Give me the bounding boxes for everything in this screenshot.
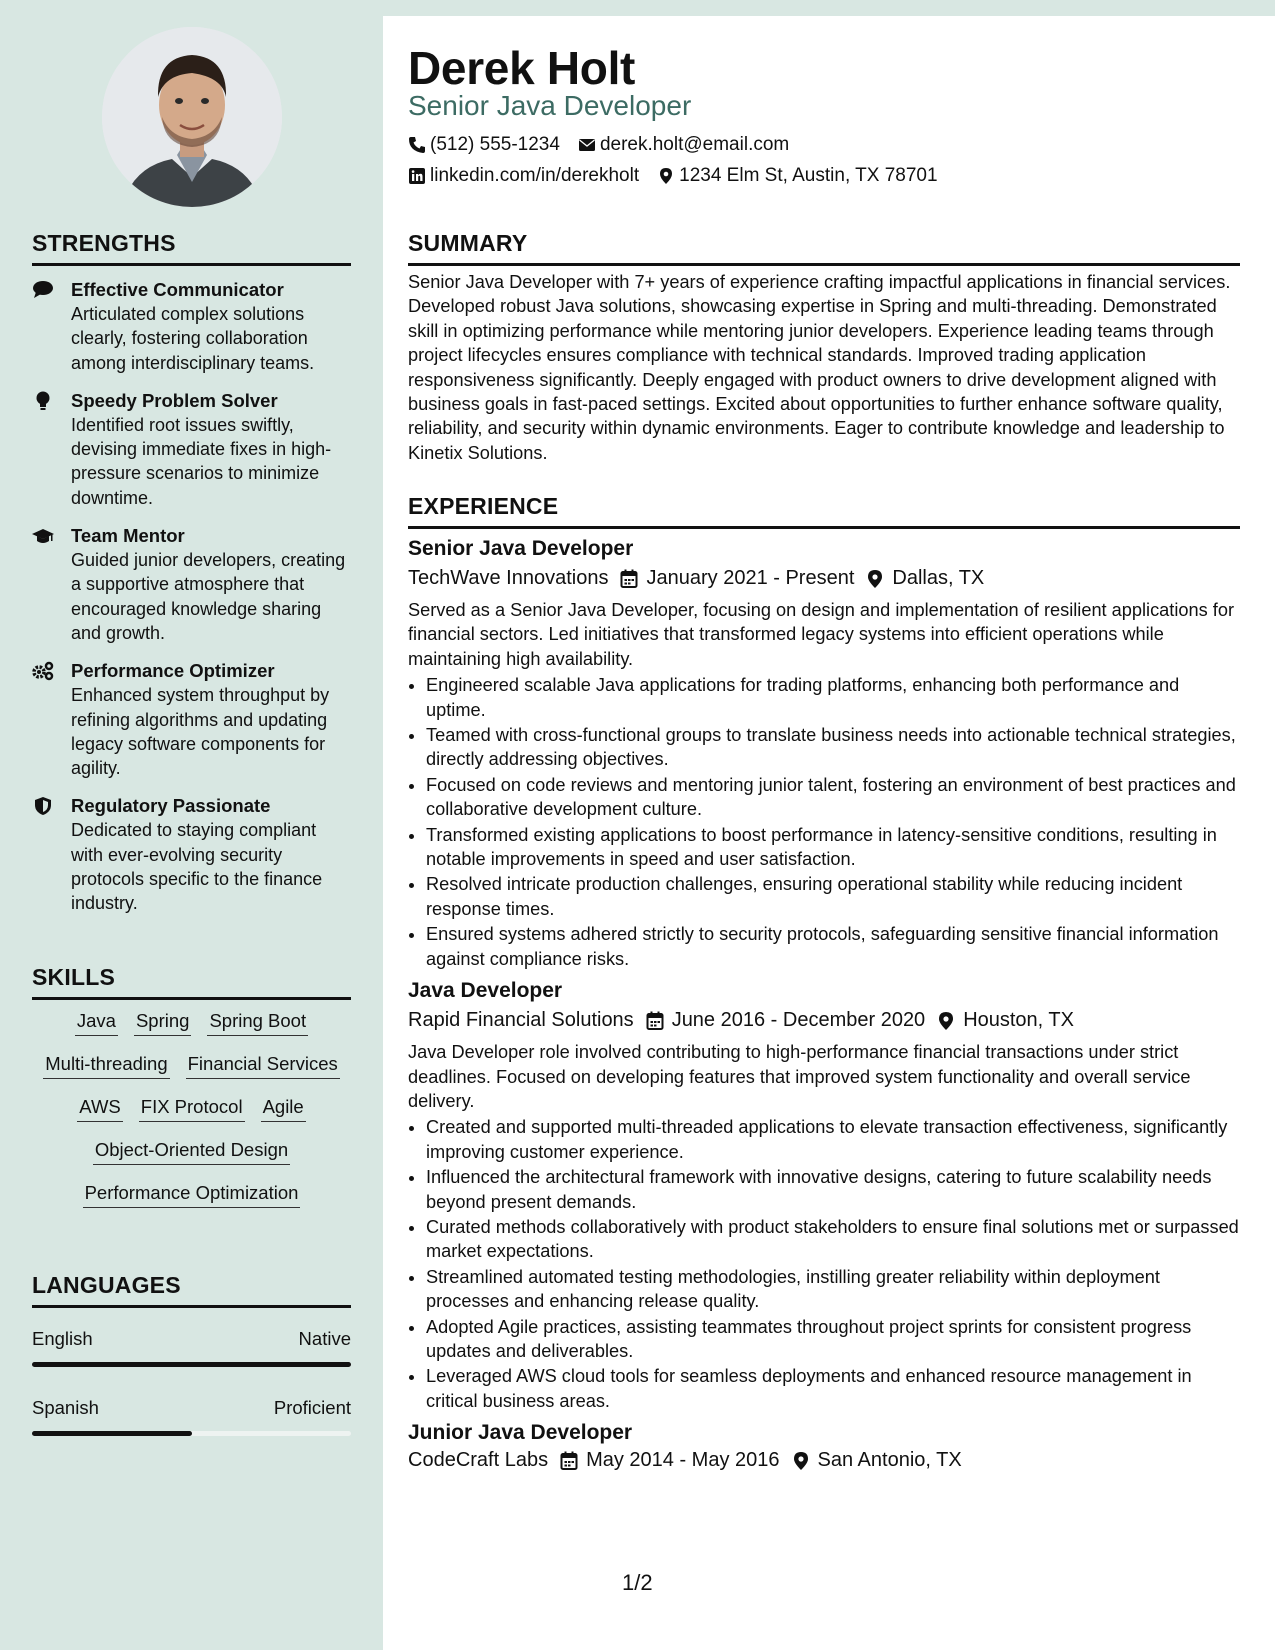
job-meta bbox=[408, 1009, 1240, 1032]
skill-row bbox=[32, 1096, 351, 1122]
job-entry bbox=[408, 979, 1240, 1413]
candidate-name: Derek Holt bbox=[408, 42, 636, 94]
strength-item bbox=[32, 794, 351, 915]
list-item: • Ensured systems adhered strictly to security protocols, safeguarding sensitive financial information against compliance risks. bbox=[426, 922, 1240, 971]
list-item: • Engineered scalable Java applications for trading platforms, enhancing both performance and uptime. bbox=[426, 673, 1240, 722]
strength-item bbox=[32, 389, 351, 510]
skill-tag: Multi-threading bbox=[43, 1053, 169, 1079]
list-item: • Influenced the architectural framework with innovative designs, catering to future scalability needs beyond present demands. bbox=[426, 1165, 1240, 1214]
job-title: Java Developer bbox=[408, 979, 563, 1003]
job-dates: May 2014 - May 2016 bbox=[586, 1449, 780, 1472]
candidate-role: Senior Java Developer bbox=[408, 90, 692, 121]
strength-title: Regulatory Passionate bbox=[71, 795, 271, 817]
email-text: derek.holt@email.com bbox=[599, 134, 790, 155]
language-bar-fill bbox=[32, 1362, 351, 1367]
job-title: Junior Java Developer bbox=[408, 1421, 633, 1445]
skills-heading: SKILLS bbox=[32, 964, 351, 1000]
sidebar bbox=[0, 0, 383, 1650]
experience-section bbox=[408, 493, 1240, 1472]
strength-desc: Articulated complex solutions clearly, fostering collaboration among interdisciplinary teams. bbox=[71, 304, 315, 373]
summary-heading: SUMMARY bbox=[408, 230, 1240, 266]
skills-section bbox=[32, 964, 351, 1225]
job-entry bbox=[408, 1421, 1240, 1472]
linkedin-text: linkedin.com/in/derekholt bbox=[430, 165, 640, 186]
phone-text: (512) 555-1234 bbox=[430, 134, 560, 155]
language-bar bbox=[32, 1431, 351, 1436]
map-pin-icon bbox=[937, 1011, 955, 1031]
calendar-icon bbox=[560, 1451, 578, 1471]
job-location: San Antonio, TX bbox=[817, 1449, 962, 1472]
language-bar bbox=[32, 1362, 351, 1367]
list-item: • Curated methods collaboratively with product stakeholders to ensure final solutions met or surpassed market expectations. bbox=[426, 1215, 1240, 1264]
contact-row bbox=[408, 165, 938, 187]
skill-tag: Agile bbox=[261, 1096, 306, 1122]
calendar-icon bbox=[646, 1011, 664, 1031]
strengths-heading: STRENGTHS bbox=[32, 230, 351, 266]
skill-row bbox=[32, 1010, 351, 1036]
job-location: Dallas, TX bbox=[892, 567, 985, 589]
list-item: • Resolved intricate production challenges, ensuring operational stability while reducing incident response times. bbox=[426, 872, 1240, 921]
skill-tag: Financial Services bbox=[186, 1053, 340, 1079]
linkedin-icon bbox=[408, 167, 426, 185]
job-company: TechWave Innovations bbox=[408, 567, 609, 589]
list-item: • Transformed existing applications to boost performance in latency-sensitive conditions, resulting in notable improvements in speed and user satisfaction. bbox=[426, 823, 1240, 872]
strength-desc: Guided junior developers, creating a supportive atmosphere that encouraged knowledge sharing and growth. bbox=[71, 550, 346, 643]
strength-desc: Enhanced system throughput by refining algorithms and updating legacy software components for agility. bbox=[71, 685, 330, 779]
gears-icon bbox=[32, 661, 54, 681]
skill-tag: Spring bbox=[134, 1010, 191, 1036]
strength-item bbox=[32, 524, 351, 645]
language-name: Spanish bbox=[32, 1397, 99, 1418]
skill-row bbox=[32, 1053, 351, 1079]
job-entry bbox=[408, 537, 1240, 971]
skill-tag: Performance Optimization bbox=[83, 1182, 301, 1208]
profile-photo bbox=[102, 27, 282, 207]
job-company: CodeCraft Labs bbox=[408, 1449, 549, 1472]
language-item bbox=[32, 1328, 351, 1367]
list-item: • Leveraged AWS cloud tools for seamless deployments and enhanced resource management in critical business areas. bbox=[426, 1364, 1240, 1413]
skill-tag: Java bbox=[75, 1010, 118, 1036]
strength-title: Team Mentor bbox=[71, 525, 185, 547]
job-location: Houston, TX bbox=[963, 1009, 1074, 1032]
email-contact[interactable] bbox=[578, 134, 789, 156]
shield-icon bbox=[32, 796, 54, 816]
job-bullets bbox=[408, 673, 1240, 971]
strength-title: Effective Communicator bbox=[71, 279, 284, 300]
map-pin-icon bbox=[657, 167, 675, 185]
strength-item bbox=[32, 278, 351, 375]
phone-icon bbox=[408, 136, 426, 154]
skill-tag: AWS bbox=[77, 1096, 122, 1122]
languages-heading: LANGUAGES bbox=[32, 1272, 351, 1308]
skill-tag: FIX Protocol bbox=[139, 1096, 245, 1122]
map-pin-icon bbox=[792, 1451, 810, 1471]
skill-tag: Object-Oriented Design bbox=[93, 1139, 290, 1165]
skill-row bbox=[32, 1139, 351, 1165]
language-name: English bbox=[32, 1328, 93, 1349]
language-level: Native bbox=[298, 1328, 351, 1349]
job-description: Served as a Senior Java Developer, focusing on design and implementation of resilient applications for financial sectors. Led initiatives that transformed legacy systems into efficient operations while maintaining high availability. bbox=[408, 600, 1234, 669]
summary-section bbox=[408, 230, 1240, 465]
address-contact bbox=[657, 165, 937, 187]
linkedin-contact[interactable] bbox=[408, 165, 639, 187]
main-content bbox=[383, 16, 1275, 1650]
job-title: Senior Java Developer bbox=[408, 537, 634, 560]
list-item: • Streamlined automated testing methodologies, instilling greater reliability within deployment processes and enhancing release quality. bbox=[426, 1265, 1240, 1314]
map-pin-icon bbox=[866, 569, 884, 589]
envelope-icon bbox=[578, 136, 596, 154]
portrait-image bbox=[102, 27, 282, 207]
job-meta bbox=[408, 567, 1240, 590]
job-description: Java Developer role involved contributing to high-performance financial transactions under strict deadlines. Focused on developing features that improved system functionality and overall service delivery. bbox=[408, 1042, 1191, 1111]
list-item: • Created and supported multi-threaded applications to elevate transaction effectiveness, significantly improving customer experience. bbox=[426, 1115, 1240, 1164]
list-item: • Focused on code reviews and mentoring junior talent, fostering an environment of best practices and collaborative development culture. bbox=[426, 773, 1240, 822]
experience-heading: EXPERIENCE bbox=[408, 493, 1240, 529]
strength-title: Speedy Problem Solver bbox=[71, 389, 278, 411]
summary-text: Senior Java Developer with 7+ years of experience crafting impactful applications in financial services. Developed robust Java solutions, showcasing expertise in Spring and multi-threading. Demonstrated skill in optimizing performance while mentoring junior developers. Experience leading teams through project lifecycles ensures compliance with technical standards. Improved trading application responsiveness significantly. Deeply engaged with product owners to drive development aligned with business goals in fast-paced settings. Excited about opportunities to further enhance software quality, reliability, and security within dynamic environments. Eager to contribute knowledge and leadership to Kinetix Solutions. bbox=[408, 272, 1231, 463]
strength-desc: Dedicated to staying compliant with ever-evolving security protocols specific to the finance industry. bbox=[71, 820, 323, 914]
graduation-cap-icon bbox=[32, 526, 54, 546]
lightbulb-icon bbox=[32, 391, 54, 411]
job-dates: January 2021 - Present bbox=[646, 567, 855, 589]
language-item bbox=[32, 1397, 351, 1436]
skill-tag: Spring Boot bbox=[207, 1010, 308, 1036]
strength-item bbox=[32, 659, 351, 780]
phone-contact[interactable] bbox=[408, 134, 560, 156]
page-number: 1/2 bbox=[622, 1570, 653, 1595]
job-bullets bbox=[408, 1115, 1240, 1413]
address-text: 1234 Elm St, Austin, TX 78701 bbox=[679, 165, 938, 186]
speech-bubble-icon bbox=[32, 280, 54, 300]
job-meta bbox=[408, 1449, 1240, 1472]
languages-section bbox=[32, 1272, 351, 1436]
calendar-icon bbox=[620, 569, 638, 589]
strength-title: Performance Optimizer bbox=[71, 660, 275, 682]
strength-desc: Identified root issues swiftly, devising immediate fixes in high-pressure scenarios to minimize downtime. bbox=[71, 414, 332, 508]
skill-row bbox=[32, 1182, 351, 1208]
language-bar-fill bbox=[32, 1431, 192, 1436]
job-dates: June 2016 - December 2020 bbox=[671, 1009, 926, 1032]
contact-row bbox=[408, 134, 789, 156]
language-level: Proficient bbox=[273, 1397, 351, 1418]
skills-list bbox=[32, 1000, 351, 1208]
list-item: • Adopted Agile practices, assisting teammates throughout project sprints for consistent progress updates and deliverables. bbox=[426, 1315, 1240, 1364]
strengths-section bbox=[32, 230, 351, 916]
job-company: Rapid Financial Solutions bbox=[408, 1009, 634, 1032]
list-item: • Teamed with cross-functional groups to translate business needs into actionable technical strategies, directly addressing objectives. bbox=[426, 723, 1240, 772]
